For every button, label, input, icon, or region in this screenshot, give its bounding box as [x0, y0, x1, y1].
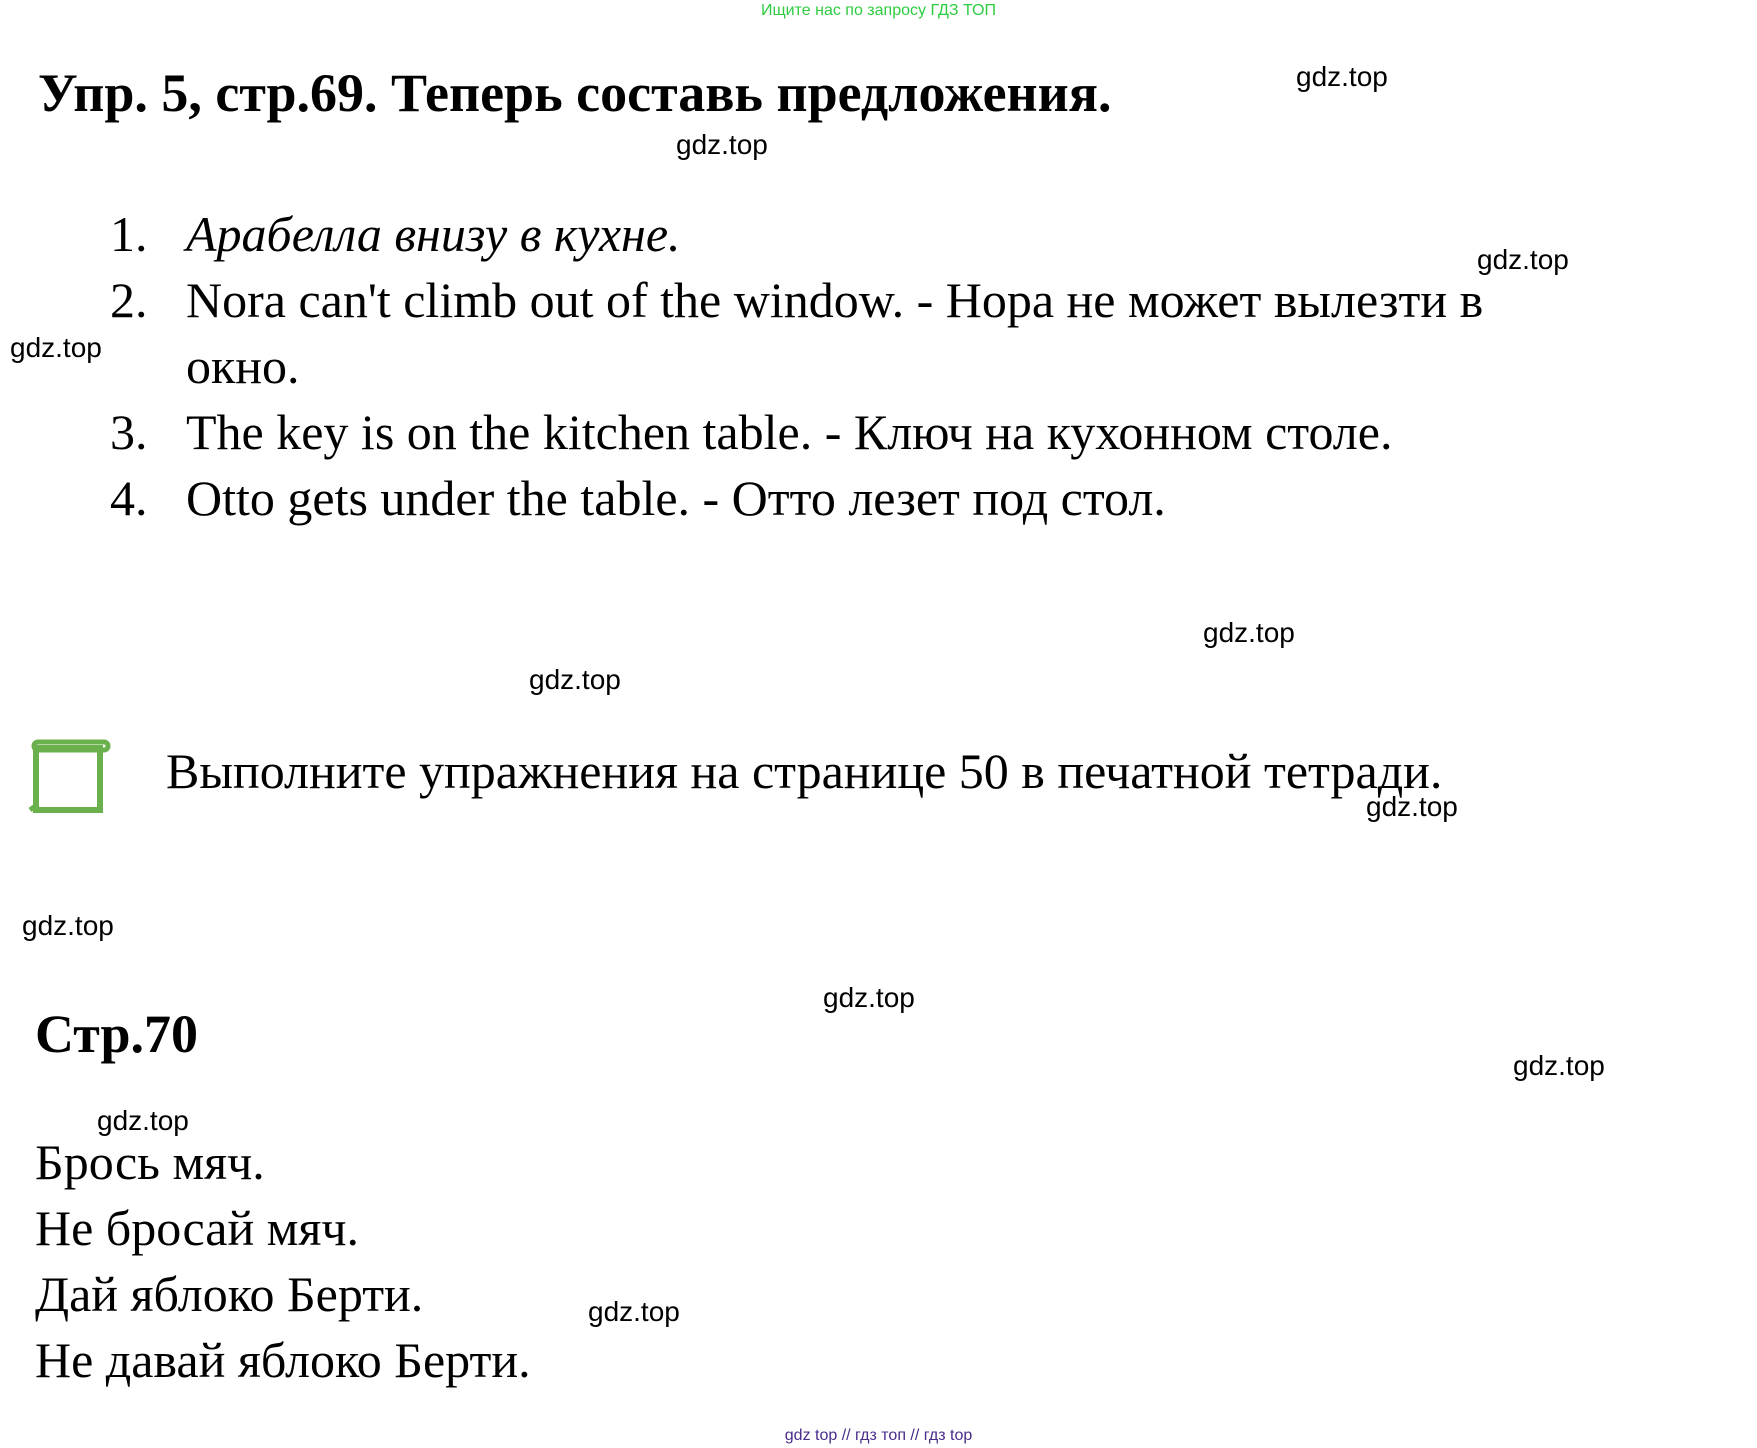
watermark: gdz.top — [1513, 1050, 1605, 1081]
watermark: gdz.top — [529, 664, 621, 695]
watermark: gdz.top — [823, 982, 915, 1013]
list-item-text: Арабелла внизу в кухне. — [186, 206, 681, 262]
phrase-line: Не давай яблоко Берти. — [35, 1332, 531, 1388]
list-number: 2. — [110, 272, 148, 328]
watermark: gdz.top — [676, 129, 768, 160]
watermark: gdz.top — [97, 1105, 189, 1136]
list-item-text: Otto gets under the table. - Отто лезет под стол. — [186, 470, 1166, 526]
notebook-icon — [26, 738, 116, 816]
phrase-line: Брось мяч. — [35, 1134, 265, 1190]
list-item-text: The key is on the kitchen table. - Ключ на кухонном столе. — [186, 404, 1393, 460]
list-item-text-continuation: окно. — [186, 338, 300, 394]
list-number: 4. — [110, 470, 148, 526]
search-banner[interactable]: Ищите нас по запросу ГДЗ ТОП — [761, 2, 996, 19]
watermark: gdz.top — [1296, 61, 1388, 92]
phrase-line: Дай яблоко Берти. — [35, 1266, 424, 1322]
task-instruction: Выполните упражнения на странице 50 в печатной тетради. — [166, 743, 1443, 799]
watermark: gdz.top — [1203, 617, 1295, 648]
watermark: gdz.top — [1366, 791, 1458, 822]
watermark: gdz.top — [588, 1296, 680, 1327]
list-item-text: Nora can't climb out of the window. - Нора не может вылезти в — [186, 272, 1484, 328]
phrase-line: Не бросай мяч. — [35, 1200, 360, 1256]
watermark: gdz.top — [10, 332, 102, 363]
footer-links[interactable]: gdz top // гдз топ // гдз top — [784, 1427, 973, 1444]
page-heading: Стр.70 — [35, 1004, 199, 1064]
list-number: 1. — [110, 206, 148, 262]
exercise-title: Упр. 5, стр.69. Теперь составь предложения. — [38, 63, 1112, 123]
watermark: gdz.top — [1477, 244, 1569, 275]
list-number: 3. — [110, 404, 148, 460]
watermark: gdz.top — [22, 910, 114, 941]
